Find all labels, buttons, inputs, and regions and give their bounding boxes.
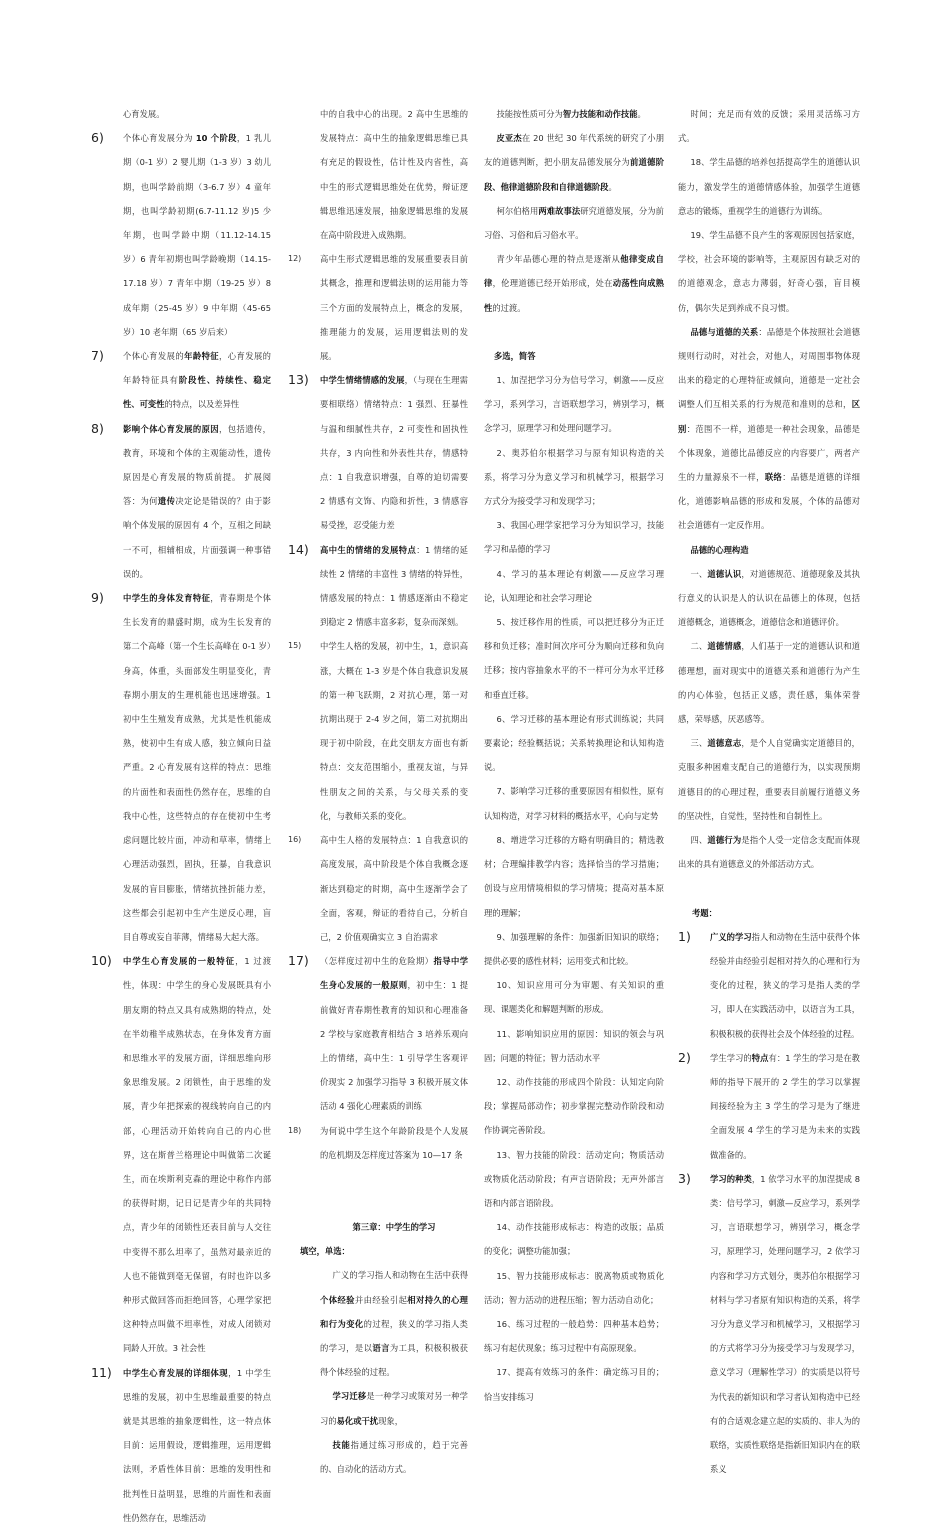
list-item (91, 1361, 271, 1530)
column-4 (678, 102, 860, 1481)
paragraph: 2、奥苏伯尔根据学习与原有知识构造的关系，将学习分为意义学习和机械学习，根据学习方式分为接受学习和发现学习； (484, 447, 664, 507)
list-item (678, 925, 860, 1046)
paragraph: 11、影响知识应用的原因：知识的领会与巩固；问题的特征；智力活动水平 (484, 1028, 664, 1063)
paragraph: 青少年品德心理的特点是逐渐从他律变成自律，伦理道德已经开始形成，处在动荡性向成熟性的过渡。 (484, 254, 664, 313)
paragraph: 三、道德意志，是个人自觉确实定道德目的，克服多种困难支配自己的道德行为，以实现预期道德目的的心理过程，重要表目前履行道德义务的坚决性，自觉性，坚持性和自制性上。 (678, 738, 860, 821)
col1-lead: 心育发展。 (123, 109, 165, 119)
list-item (91, 586, 271, 949)
item-number: 7) (91, 348, 104, 364)
list-item (678, 1167, 860, 1482)
paragraph: 9、加强理解的条件：加强新旧知识的联络；提供必要的感性材料；运用变式和比较。 (484, 931, 664, 966)
paragraph: 技能按性质可分为智力技能和动作技能。 (496, 109, 646, 119)
item-text: 学习的种类，1 依学习水平的加涅提成 8 类：信号学习，刺激—反应学习，系列学习，言语联想学习，辨别学习，概念学习，原理学习，处理问题学习，2 依学习内容和学习方式划分，奥苏伯尔根据学习材料与学习者原有知识构造的关系，将学习分为意义学习和机械学习，又根据学习的方式将学习分为接受学习与发现学习，意义学习（理解性学习）的实质是以符号为代表的新知识和学习者认知构造中已经有的合适观念建立起的实质的、非人为的联络，实质性联络是指新旧知识内在的联系义 (710, 1173, 860, 1475)
item-text: 中学生的身体发育特征，青春期是个体生长发育的鼎盛时期，成为生长发育的第二个高峰（第一个生长高峰在 0-1 岁）身高，体重，头面部发生明显变化，青春期小朋友的生理机能也迅速增强。1 初中生生殖发育成熟，尤其是性机能成熟，使初中生有成人感，独立倾向日益严重。2 心育发展有这样的特点：思维的片面性和表面性仍然存在，思维的自我中心性，这些特点的存在使初中生考虑问题比较片面，冲动和草率，情绪上心理活动强烈，固执，狂暴，自我意识发展的盲目膨胀，情绪抗挫折能力差，这些都会引起初中生产生逆反心理，盲目自尊或妄自菲薄，情绪易大起大落。 (123, 593, 271, 942)
item-text: 中学生情绪情感的发展，（与现在生理需要相联络）情绪特点：1 强烈、狂暴性与温和细腻性共存，2 可变性和固执性共存，3 内向性和外表性共存，情感特点：1 自我意识增强，自尊的迫切需要 2 情感有文饰、内隐和折性，3 情感容易受挫，忍受能力差 (320, 375, 468, 531)
list-item (288, 368, 468, 537)
list-item (91, 126, 272, 344)
paragraph: 19、学生品德不良产生的客观原因包括家庭，学校，社会环境的影响等，主观原因有缺乏对的的道德观念，意志力薄弱，好奇心强，盲目模仿，偶尔失足到养成不良习惯。 (678, 230, 860, 313)
item-text: 高中生形式逻辑思维的发展重要表目前其概念，推理和逻辑法则的运用能力等三个方面的发展特点上，概念的发展，推理能力的发展，运用逻辑法则的发展。 (320, 254, 468, 362)
paragraph: 17、提高有效练习的条件：确定练习目的；恰当安排练习 (484, 1367, 664, 1402)
item-text: （怎样度过初中生的危险期）指导中学生身心发展的一般原则，初中生：1 提前做好青春期性教育的知识和心理准备 2 学校与家庭教育相结合 3 培养乐观向上的情绪，高中生：1 引导学生客观评价现实 2 加强学习指导 3 积极开展文体活动 4 强化心理素质的训练 (320, 956, 468, 1112)
list-item (678, 1046, 860, 1167)
item-text: 个体心育发展分为 10 个阶段，1 乳儿期（0-1 岁）2 婴儿期（1-3 岁）3 幼儿期，也叫学龄前期（3-6.7 岁）4 童年期，也叫学龄初期(6.7-11.12 岁)5 少年期，也叫学龄中期（11.12-14.15 岁）6 青年初期也叫学龄晚期（14.15-17.18 岁）7 青年中期（19-25 岁）8 成年期（25-45 岁）9 中年期（45-65 岁）10 老年期（65 岁后来） (123, 133, 272, 337)
paragraph: 学习迁移是一种学习或策对另一种学习的易化或干扰现象， (320, 1391, 468, 1426)
list-item (91, 344, 271, 417)
item-number: 12) (288, 254, 302, 264)
list-item (288, 1119, 468, 1167)
paragraph: 品德与道德的关系：品德是个体按照社会道德规则行动时，对社会，对他人，对周围事物体现出来的稳定的心理特征或倾向，道德是一定社会调整人们互相关系的行为规范和准则的总和，区别：范围不一样，道德是一种社会现象，品德是个体现象，道德比品德反应的内容要广，两者产生的力量源泉不一样，联络：品德是道德的详细化，道德影响品德的形成和发展，个体的品德对社会道德有一定反作用。 (678, 326, 860, 531)
item-number: 10) (91, 953, 112, 969)
paragraph: 13、智力技能的阶段：活动定向；物质活动或物质化活动阶段；有声言语阶段；无声外部言语和内部言语阶段。 (484, 1149, 664, 1208)
list-item (288, 247, 468, 368)
item-text: 个体心育发展的年龄特征，心育发展的年龄特征具有阶段性、持续性、稳定性、可变性的特点，以及差异性 (123, 351, 271, 410)
item-text: 广义的学习指人和动物在生活中获得个体经验并由经验引起相对持久的心理和行为变化的过程，狭义的学习是指人类的学习，即人在实践活动中，以语言为工具，积极积极的获得社会及个体经验的过程。 (710, 931, 860, 1039)
section-title-fill: 填空，单选： (300, 1246, 350, 1257)
list-item (91, 949, 271, 1360)
paragraph: 8、增进学习迁移的方略有明确目的；精选教材；合理编排教学内容；选择恰当的学习措施；创设与应用情境相似的学习情境；提高对基本原理的理解； (484, 834, 664, 918)
item-number: 2) (678, 1049, 691, 1065)
item-text: 学生学习的特点有：1 学生的学习是在教师的指导下展开的 2 学生的学习以掌握间接经验为主 3 学生的学习是为了继进全面发展 4 学生的学习是为未来的实践做准备的。 (710, 1052, 860, 1160)
paragraph: 18、学生品德的培养包括提高学生的道德认识能力，激发学生的道德情感体验，加强学生道德意志的锻炼，重视学生的道德行为训练。 (678, 157, 860, 216)
paragraph: 12、动作技能的形成四个阶段：认知定向阶段；掌握局部动作；初步掌握完整动作阶段和动作协调完善阶段。 (484, 1076, 664, 1136)
paragraph: 5、按迁移作用的性质，可以把迁移分为正迁移和负迁移；准时间次序可分为顺向迁移和负向迁移；按内容抽象水平的不一样可分为水平迁移和垂直迁移。 (484, 617, 664, 700)
paragraph: 二、道德情感，人们基于一定的道德认识和道德理想，面对现实中的道德关系和道德行为产生的内心体验，包括正义感，责任感，集体荣誉感，荣辱感，厌恶感等。 (678, 641, 860, 725)
column-1 (91, 102, 272, 1530)
item-number: 16) (288, 835, 302, 845)
paragraph: 技能指通过练习形成的，趋于完善的、自动化的活动方式。 (320, 1439, 468, 1474)
item-number: 1) (678, 928, 691, 944)
column-2 (288, 102, 468, 1481)
chapter-title: 第三章：中学生的学习 (352, 1221, 436, 1232)
item-number: 13) (288, 372, 309, 388)
paragraph: 15、智力技能形成标志：脱离物质或物质化活动；智力活动的进程压缩；智力活动自动化； (484, 1270, 664, 1305)
column-3 (484, 102, 664, 1409)
paragraph: 7、影响学习迁移的重要原因有相似性，原有认知构造，对学习材料的概括水平，心向与定势 (484, 786, 664, 821)
exam-title: 考题： (692, 907, 717, 918)
section-title-multi: 多选，简答 (494, 350, 536, 361)
item-text: 中学生人格的发展，初中生，1，意识高涨，大概在 1-3 岁是个体自我意识发展的第一种飞跃期，2 对抗心理，第一对抗期出现于 2-4 岁之间，第二对抗期出现于初中阶段，在此交朋友方面也有新特点：交友范围缩小，重视友谊，与异性朋友之间的关系，与父母关系的变化，与教师关系的变化。 (320, 641, 468, 821)
paragraph: 1、加涅把学习分为信号学习，刺激——反应学习，系列学习，言语联想学习，辨别学习，概念学习，原理学习和处理问题学习。 (484, 375, 664, 434)
item-text: 中学生心育发展的详细体现，1 中学生思维的发展，初中生思维最重要的特点就是其思维的抽象逻辑性，这一特点体目前：运用假设，逻辑推理，运用逻辑法则，矛盾性体目前：思维的发明性和批判性日益明显，思维的片面性和表面性仍然存在，思维活动 (123, 1367, 271, 1523)
item-text: 影响个体心育发展的原因，包括遗传，教育，环境和个体的主观能动性，遗传原因是心育发展的物质前提。 扩展阅答：为何遗传决定论是错误的？由于影响个体发展的原因有 4 个，互相之间缺一不可，相辅相成，片面强调一种事错误的。 (123, 423, 271, 579)
paragraph: 品德的心理构造 (690, 544, 749, 555)
item-number: 6) (91, 130, 104, 146)
item-number: 18) (288, 1125, 302, 1135)
item-number: 3) (678, 1170, 691, 1186)
list-item (288, 828, 468, 949)
item-text: 高中生的情绪的发展特点：1 情绪的延续性 2 情绪的丰富性 3 情绪的特异性，情感发展的特点：1 情感逐渐由不稳定到稳定 2 情感丰富多彩，复杂而深刻。 (320, 544, 468, 628)
item-text: 为何说中学生这个年龄阶段是个人发展的危机期及怎样度过答案为 10—17 条 (320, 1125, 468, 1160)
item-number: 8) (91, 420, 104, 436)
item-number: 17) (288, 953, 309, 969)
paragraph: 广义的学习指人和动物在生活中获得个体经验并由经验引起相对持久的心理和行为变化的过程，狭义的学习指人类的学习，是以语言为工具，积极积极获得个体经验的过程。 (320, 1270, 468, 1378)
paragraph: 柯尔伯格用两难故事法研究道德发展，分为前习俗、习俗和后习俗水平。 (484, 205, 664, 241)
item-text: 高中生人格的发展特点：1 自我意识的高度发展，高中阶段是个体自我概念逐渐达到稳定的时期，高中生逐渐学会了全面，客观，辩证的看待自己，分析自己，2 价值观确实立 3 自治需求 (320, 835, 468, 942)
item-number: 11) (91, 1364, 112, 1380)
paragraph: 14、动作技能形成标志：构造的改版；品质的变化；调整功能加强； (484, 1222, 664, 1257)
paragraph: 四、道德行为是指个人受一定信念支配而体现出来的具有道德意义的外部活动方式。 (678, 835, 860, 870)
paragraph: 时间；充足而有效的反馈；采用灵活练习方式。 (678, 109, 860, 144)
paragraph: 皮亚杰在 20 世纪 30 年代系统的研究了小朋友的道德判断，把小朋友品德发展分为前道德阶段、他律道德阶段和自律道德阶段。 (484, 133, 664, 192)
paragraph: 3、我国心理学家把学习分为知识学习，技能学习和品德的学习 (484, 520, 664, 555)
list-item (288, 538, 468, 635)
item-number: 9) (91, 590, 104, 606)
paragraph: 6、学习迁移的基本理论有形式训练说；共同要素论；经验概括说；关系转换理论和认知构造说。 (484, 713, 664, 773)
item-text: 中学生心育发展的一般特征，1 过渡性，体现：中学生的身心发展既具有小朋友期的特点又具有成熟期的特点，处在半幼稚半成熟状态，在身体发育方面和思维水平的发展方面，详细思维向形象思维发展。2 闭锁性，由于思维的发展，青少年把探索的视线转向自己的内部，心理活动开始转向自己的内心世界，这在斯普兰格理论中叫做第二次诞生，而在埃斯利克森的理论中称作内部的获得时期，记日记是青少年的共同特点，青少年的闭锁性还表目前与人交往中变得不那么坦率了，虽然对最亲近的人也不能做到毫无保留，有时也许以多种形式做回答而拒绝回答，心理学家把这种特点叫做不坦率性，对成人闭锁对同龄人开放。3 社会性 (123, 956, 271, 1354)
list-item (288, 634, 468, 828)
paragraph: 4、学习的基本理论有刺激——反应学习理论，认知理论和社会学习理论 (484, 568, 664, 603)
item-number: 15) (288, 641, 302, 651)
list-item (288, 949, 468, 1118)
paragraph: 16、练习过程的一般趋势：四种基本趋势；练习有起伏现象；练习过程中有高原现象。 (484, 1318, 664, 1354)
item-number: 14) (288, 541, 309, 557)
col2-lead: 中的自我中心的出现。2 高中生思维的发展特点：高中生的抽象逻辑思维已具有充足的假设性，估计性及内省性，高中生的形式逻辑思维处在优势，辩证逻辑思维迅速发展，抽象逻辑思维的发展在高中阶段进入成熟期。 (320, 109, 468, 241)
paragraph: 10、知识应用可分为审题、有关知识的重现、课题类化和解题判断的形成。 (484, 980, 664, 1015)
list-item (91, 417, 271, 586)
paragraph: 一、道德认识，对道德规范、道德现象及其执行意义的认识是人的认识在品德上的体现，包括道德概念，道德概念，道德信念和道德评价。 (678, 568, 860, 628)
